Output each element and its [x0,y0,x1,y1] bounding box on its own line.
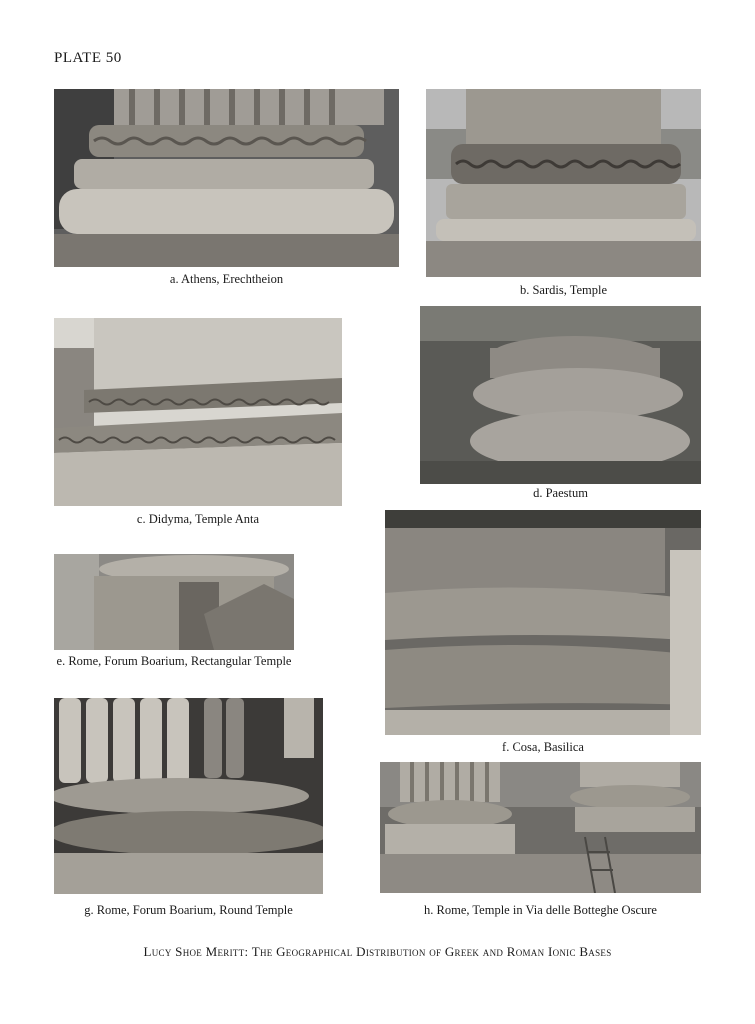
caption-g: g. Rome, Forum Boarium, Round Temple [84,903,293,917]
photo-rome-botteghe-oscure [380,762,701,893]
caption-e: e. Rome, Forum Boarium, Rectangular Temple [56,654,292,668]
caption-f: f. Cosa, Basilica [502,740,584,754]
caption-c: c. Didyma, Temple Anta [136,512,260,526]
photo-paestum [420,306,701,484]
photo-cosa-basilica [385,510,701,735]
plate-label: PLATE 50 [54,50,122,66]
photo-sardis-temple [426,89,701,277]
caption-b: b. Sardis, Temple [519,283,608,297]
footer-title: Lucy Shoe Meritt: The Geographical Distribution of Greek and Roman Ionic Bases [143,944,612,959]
photo-athens-erechtheion [54,89,399,267]
caption-h: h. Rome, Temple in Via delle Botteghe Oscure [424,903,657,917]
photo-rome-round-temple [54,698,323,894]
caption-a: a. Athens, Erechtheion [169,272,284,286]
photo-rome-rectangular-temple [54,554,294,650]
photo-didyma-temple-anta [54,318,342,506]
caption-d: d. Paestum [533,486,588,500]
